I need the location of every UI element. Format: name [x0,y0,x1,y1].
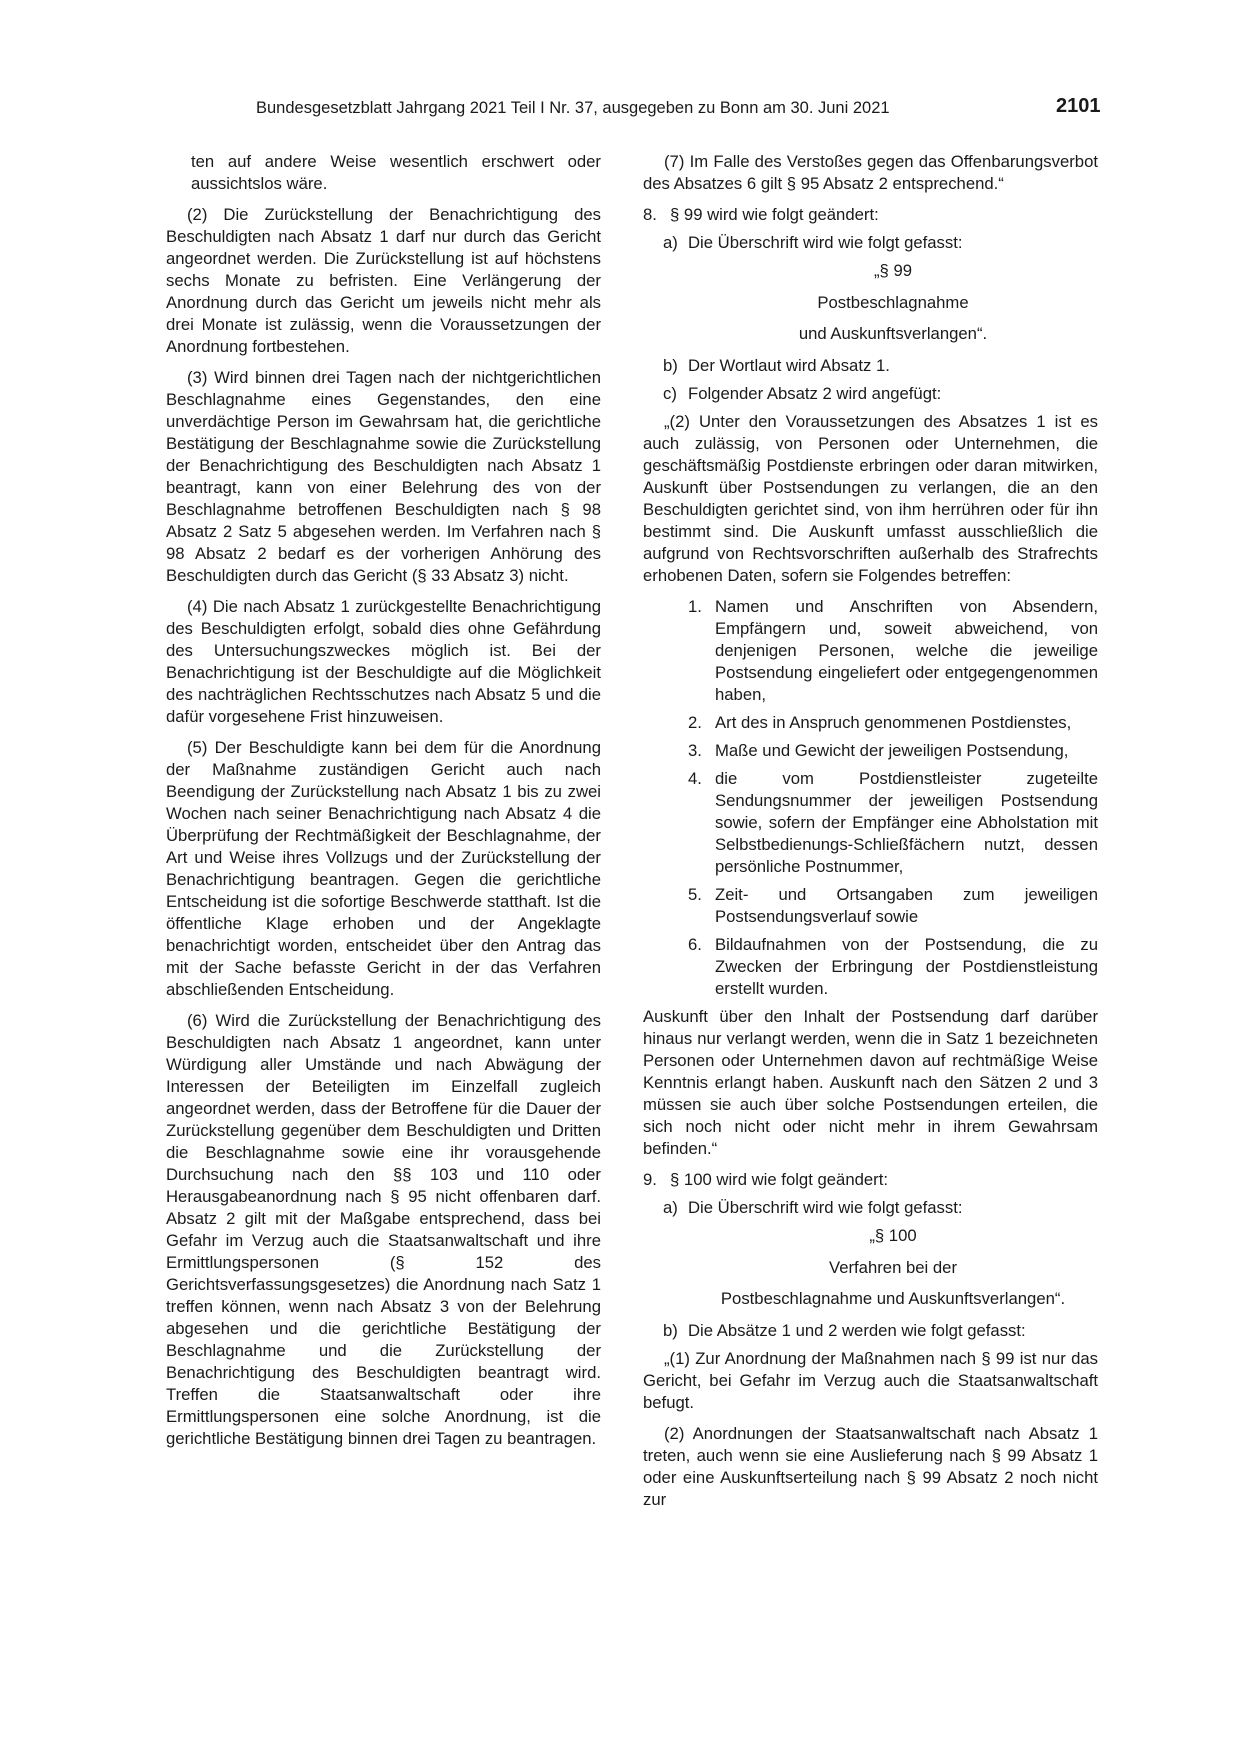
page-header [0,95,1241,125]
amendment-item-8a [663,232,1098,254]
paragraph-absatz-4: (4) Die nach Absatz 1 zurückgestellte Benachrichtigung des Beschuldigten erfolgt, sobald dies ohne Gefährdung des Untersuchungszweckes möglich ist. Bei der Benachrichtigung ist der Beschuldigte auf die Möglichkeit des nachträglichen Rechtsschutzes nach Absatz 5 und die dafür vorgesehene Frist hinzuweisen. [166,597,601,726]
paragraph-after-list: Auskunft über den Inhalt der Postsendung darf darüber hinaus nur verlangt werden, wenn die in Satz 1 bezeichneten Personen oder Unternehmen davon auf rechtmäßige Weise Kenntnis erlangt haben. Auskunft nach den Sätzen 2 und 3 müssen sie auch über solche Postsendungen erteilen, die sich noch nicht oder nicht mehr in ihrem Gewahrsam befinden.“ [643,1007,1098,1158]
list-text: Maße und Gewicht der jeweiligen Postsendung, [715,741,1069,760]
item-text: Der Wortlaut wird Absatz 1. [688,356,890,375]
item-text: Die Überschrift wird wie folgt gefasst: [688,233,963,252]
quoted-absatz-1: „(1) Zur Anordnung der Maßnahmen nach § 99 ist nur das Gericht, bei Gefahr im Verzug auch die Staatsanwaltschaft befugt. [643,1349,1098,1412]
paragraph-absatz-6: (6) Wird die Zurückstellung der Benachrichtigung des Beschuldigten nach Absatz 1 angeordnet, kann unter Würdigung aller Umstände und nach Abwägung der Interessen der Beteiligten im Einzelfall zugleich angeordnet werden, dass der Betroffene für die Dauer der Zurückstellung gegenüber dem Beschuldigten und Dritten die Beschlagnahme sowie eine ihr vorausgehende Durchsuchung nach den §§ 103 und 110 oder Herausgabeanordnung nach § 95 nicht offenbaren darf. Absatz 2 gilt mit der Maßgabe entsprechend, dass bei Gefahr im Verzug auch die Staatsanwaltschaft und ihre Ermittlungspersonen (§ 152 des Gerichtsverfassungsgesetzes) die Anordnung nach Satz 1 treffen können, wenn nach Absatz 3 von der Belehrung abgesehen und die gerichtliche Bestätigung der Beschlagnahme und die Zurückstellung der Benachrichtigung des Beschuldigten beantragt wird. Treffen die Staatsanwaltschaft oder ihre Ermittlungspersonen eine solche Anordnung, ist die gerichtliche Bestätigung binnen drei Tagen zu beantragen. [166,1011,601,1448]
list-number: 2. [688,713,702,732]
running-header: Bundesgesetzblatt Jahrgang 2021 Teil I Nr. 37, ausgegeben zu Bonn am 30. Juni 2021 [256,99,890,117]
item-text: § 100 wird wie folgt geändert: [670,1170,888,1189]
amendment-item-8c [663,383,1098,405]
quoted-absatz-2: „(2) Unter den Voraussetzungen des Absatzes 1 ist es auch zulässig, von Personen oder Unternehmen, die geschäftsmäßig Postdienste erbringen oder daran mitwirken, Auskunft über Postsendungen zu verlangen, die an den Beschuldigten gerichtet sind, von ihm herrühren oder für ihn bestimmt sind. Die Auskunft umfasst ausschließlich die aufgrund von Rechtsvorschriften außerhalb des Strafrechts erhobenen Daten, sofern sie Folgendes betreffen: [643,412,1098,585]
amendment-item-9a [663,1197,1098,1219]
paragraph-absatz-5: (5) Der Beschuldigte kann bei dem für die Anordnung der Maßnahme zuständigen Gericht auch nach Beendigung der Zurückstellung nach Absatz 1 bis zu zwei Wochen nach seiner Benachrichtigung nach Absatz 4 die Überprüfung der Rechtmäßigkeit der Beschlagnahme, der Art und Weise ihres Vollzugs und der Zurückstellung der Benachrichtigung beantragen. Gegen die gerichtliche Entscheidung ist die sofortige Beschwerde statthaft. Ist die öffentliche Klage erhoben und der Angeklagte benachrichtigt worden, entscheidet über den Antrag das mit der Sache befasste Gericht in der das Verfahren abschließenden Entscheidung. [166,738,601,999]
list-item [688,884,1098,928]
list-number: 1. [688,597,702,616]
item-text: Die Überschrift wird wie folgt gefasst: [688,1198,963,1217]
item-number: 9. [643,1170,657,1189]
list-item [688,596,1098,706]
item-number: 8. [643,205,657,224]
list-item [688,934,1098,1000]
item-letter: a) [663,233,678,252]
list-number: 6. [688,935,702,954]
list-text: Namen und Anschriften von Absendern, Empfängern und, soweit abweichend, von denjenigen Personen, welche die jeweilige Postsendung eingeliefert oder entgegengenommen haben, [715,597,1098,704]
list-text: Art des in Anspruch genommenen Postdienstes, [715,713,1072,732]
paragraph-continuation: ten auf andere Weise wesentlich erschwert oder aussichtslos wäre. [191,152,601,193]
left-column [166,151,601,1459]
item-letter: b) [663,1321,678,1340]
amendment-item-8b [663,355,1098,377]
list-text: die vom Postdienstleister zugeteilte Sendungsnummer der jeweiligen Postsendung sowie, sofern der Empfänger eine Abholstation mit Selbstbedienungs-Schließfächern nutzt, dessen persönliche Postnummer, [715,769,1098,876]
section-title-line: Verfahren bei der [828,1258,958,1277]
item-text: Die Absätze 1 und 2 werden wie folgt gefasst: [688,1321,1026,1340]
amendment-item-8 [643,204,1098,226]
section-number: „§ 99 [873,261,913,280]
amendment-item-9b [663,1320,1098,1342]
section-title-line: Postbeschlagnahme und Auskunftsverlangen“. [720,1289,1066,1308]
right-column [643,151,1098,1520]
section-heading-99 [688,260,1098,345]
item-text: Folgender Absatz 2 wird angefügt: [688,384,942,403]
list-text: Bildaufnahmen von der Postsendung, die zu Zwecken der Erbringung der Postdienstleistung erstellt wurden. [715,935,1098,998]
list-number: 5. [688,885,702,904]
list-item [688,712,1098,734]
item-letter: b) [663,356,678,375]
item-letter: a) [663,1198,678,1217]
amendment-item-9 [643,1169,1098,1191]
paragraph-absatz-7: (7) Im Falle des Verstoßes gegen das Offenbarungsverbot des Absatzes 6 gilt § 95 Absatz 2 entsprechend.“ [643,152,1098,193]
list-number: 4. [688,769,702,788]
list-item [688,768,1098,878]
section-number: „§ 100 [869,1226,917,1245]
list-text: Zeit- und Ortsangaben zum jeweiligen Postsendungsverlauf sowie [715,885,1098,926]
paragraph-absatz-2: (2) Die Zurückstellung der Benachrichtigung des Beschuldigten nach Absatz 1 darf nur durch das Gericht angeordnet werden. Die Zurückstellung ist auf höchstens sechs Monate zu befristen. Eine Verlängerung der Anordnung durch das Gericht um jeweils nicht mehr als drei Monate ist zulässig, wenn die Voraussetzungen der Anordnung fortbestehen. [166,205,601,356]
quoted-absatz-2b: (2) Anordnungen der Staatsanwaltschaft nach Absatz 1 treten, auch wenn sie eine Auslieferung nach § 99 Absatz 1 oder eine Auskunftserteilung nach § 99 Absatz 2 noch nicht zur [643,1424,1098,1509]
list-number: 3. [688,741,702,760]
list-item [688,740,1098,762]
item-letter: c) [663,384,677,403]
page-number: 2101 [1056,95,1101,117]
section-heading-100 [688,1225,1098,1310]
section-title-line: und Auskunftsverlangen“. [798,324,988,343]
section-title-line: Postbeschlagnahme [817,293,969,312]
item-text: § 99 wird wie folgt geändert: [670,205,879,224]
paragraph-absatz-3: (3) Wird binnen drei Tagen nach der nichtgerichtlichen Beschlagnahme eines Gegenstandes, den eine unverdächtige Person im Gewahrsam hat, die gerichtliche Bestätigung der Beschlagnahme sowie die Zurückstellung der Benachrichtigung des Beschuldigten nach Absatz 1 beantragt, kann von einer Belehrung des von der Beschlagnahme betroffenen Beschuldigten nach § 98 Absatz 2 Satz 5 abgesehen werden. Im Verfahren nach § 98 Absatz 2 bedarf es der vorherigen Anhörung des Beschuldigten durch das Gericht (§ 33 Absatz 3) nicht. [166,368,601,585]
